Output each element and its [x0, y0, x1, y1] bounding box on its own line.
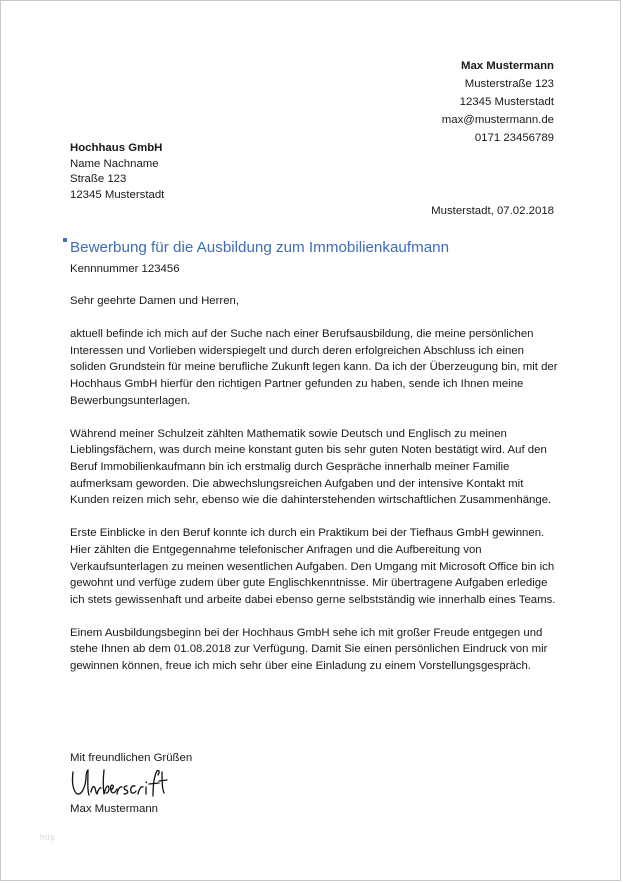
- body-paragraph: Erste Einblicke in den Beruf konnte ich durch ein Praktikum bei der Tiefhaus GmbH gewinnen. Hier zählten die Entgegennahme telefonischer Anfragen und die Aufbereitung von Verkaufsunterlagen zu meinen wesentlichen Aufgaben. Den Umgang mit Microsoft Office bin ich gewohnt und verfüge zudem über gute Englischkenntnisse. Mir übertragene Aufgaben erledige ich stets gewissenhaft und arbeite dabei ebenso gerne selbstständig wie innerhalb eines Teams.: [70, 527, 556, 606]
- salutation: Sehr geehrte Damen und Herren,: [70, 295, 240, 307]
- recipient-city: 12345 Musterstadt: [70, 188, 165, 201]
- letter-date: Musterstadt, 07.02.2018: [431, 205, 554, 217]
- paragraph-marker-icon: [63, 238, 67, 242]
- recipient-street: Straße 123: [70, 173, 127, 185]
- watermark: http: [40, 833, 56, 842]
- sender-phone: 0171 23456789: [474, 132, 554, 144]
- sender-email: max@mustermann.de: [441, 114, 554, 126]
- sender-street: Musterstraße 123: [464, 78, 554, 90]
- recipient-contact: Name Nachname: [70, 157, 159, 170]
- signer-name: Max Mustermann: [70, 803, 158, 815]
- body-paragraph: aktuell befinde ich mich auf der Suche nach einer Berufsausbildung, die meine persönlichen Interessen und Vorlieben widerspiegelt und durch deren erfolgreichen Abschluss ich einen soliden Grundstein für meine berufliche Zukunft legen kann. Da ich der Überzeugung bin, mit der Hochhaus GmbH hierfür den richtigen Partner gefunden zu haben, sende ich Ihnen meine Bewerbungsunterlagen.: [70, 328, 558, 407]
- closing-phrase: Mit freundlichen Grüßen: [70, 752, 193, 764]
- reference-number: Kennnummer 123456: [70, 263, 180, 275]
- body-paragraph: Einem Ausbildungsbeginn bei der Hochhaus GmbH sehe ich mit großer Freude entgegen und stehe Ihnen ab dem 01.08.2018 zur Verfügung. Damit Sie einen persönlichen Eindruck von mir gewinnen können, freue ich mich sehr über eine Einladung zu einem Vorstellungsgespräch.: [70, 626, 548, 673]
- letter-body: [70, 293, 560, 691]
- sender-city: 12345 Musterstadt: [459, 96, 554, 108]
- recipient-address-block: [70, 141, 164, 203]
- signature-drawing: [69, 766, 169, 802]
- recipient-company: Hochhaus GmbH: [70, 142, 163, 154]
- body-paragraph: Während meiner Schulzeit zählten Mathematik sowie Deutsch und Englisch zu meinen Lieblingsfächern, was durch meine konstant guten bis sehr guten Noten bestätigt wird. Auf den Beruf Immobilienkaufmann bin ich erstmalig durch Gespräche innerhalb meiner Familie aufmerksam geworden. Die abwechslungsreichen Aufgaben und der intensive Kontakt mit Kunden reizen mich sehr, ebenso wie die dahinterstehenden wirtschaftlichen Zusammenhänge.: [70, 427, 552, 507]
- letter-subject: Bewerbung für die Ausbildung zum Immobilienkaufmann: [70, 239, 450, 256]
- sender-address-block: [442, 57, 554, 147]
- sender-name: Max Mustermann: [460, 60, 554, 72]
